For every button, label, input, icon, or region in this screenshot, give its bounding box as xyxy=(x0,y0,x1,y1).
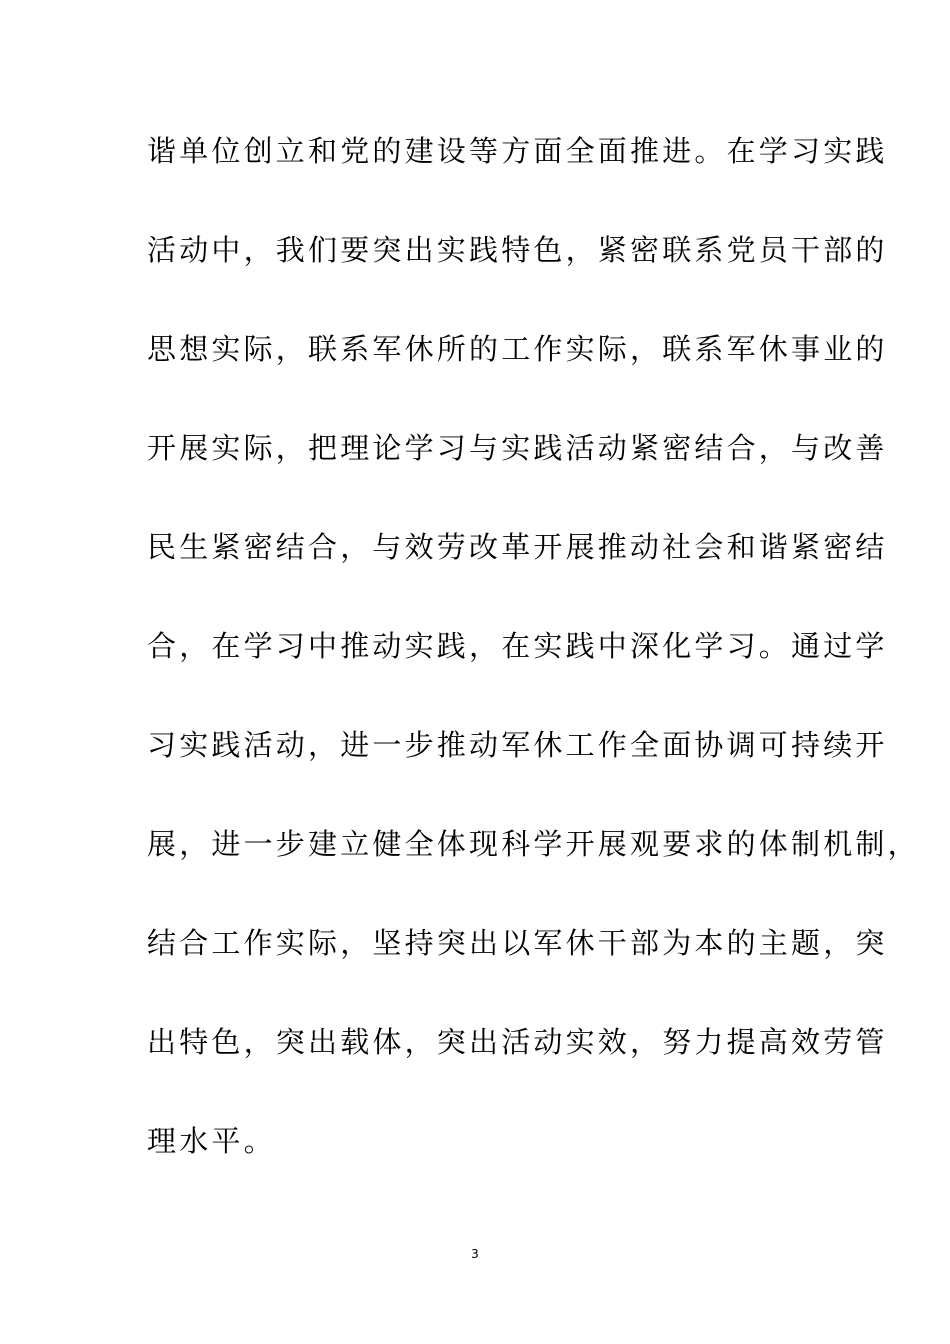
text-line: 理水平。 xyxy=(147,1124,276,1158)
text-line: 谐单位创立和党的建设等方面全面推进。在学习实践 xyxy=(147,134,888,168)
text-line: 民生紧密结合，与效劳改革开展推动社会和谐紧密结 xyxy=(147,530,888,564)
text-line: 出特色，突出载体，突出活动实效，努力提高效劳管 xyxy=(147,1025,888,1059)
page-number: 3 xyxy=(471,1247,479,1261)
text-line: 思想实际，联系军休所的工作实际，联系军休事业的 xyxy=(147,332,888,366)
text-line: 习实践活动，进一步推动军休工作全面协调可持续开 xyxy=(147,728,888,762)
text-line: 活动中，我们要突出实践特色，紧密联系党员干部的 xyxy=(147,233,888,267)
body-paragraph xyxy=(147,126,920,1215)
text-line: 展，进一步建立健全体现科学开展观要求的体制机制， xyxy=(147,827,920,861)
text-line: 合，在学习中推动实践，在实践中深化学习。通过学 xyxy=(147,629,888,663)
text-line: 结合工作实际，坚持突出以军休干部为本的主题，突 xyxy=(147,926,888,960)
text-line: 开展实际，把理论学习与实践活动紧密结合，与改善 xyxy=(147,431,888,465)
